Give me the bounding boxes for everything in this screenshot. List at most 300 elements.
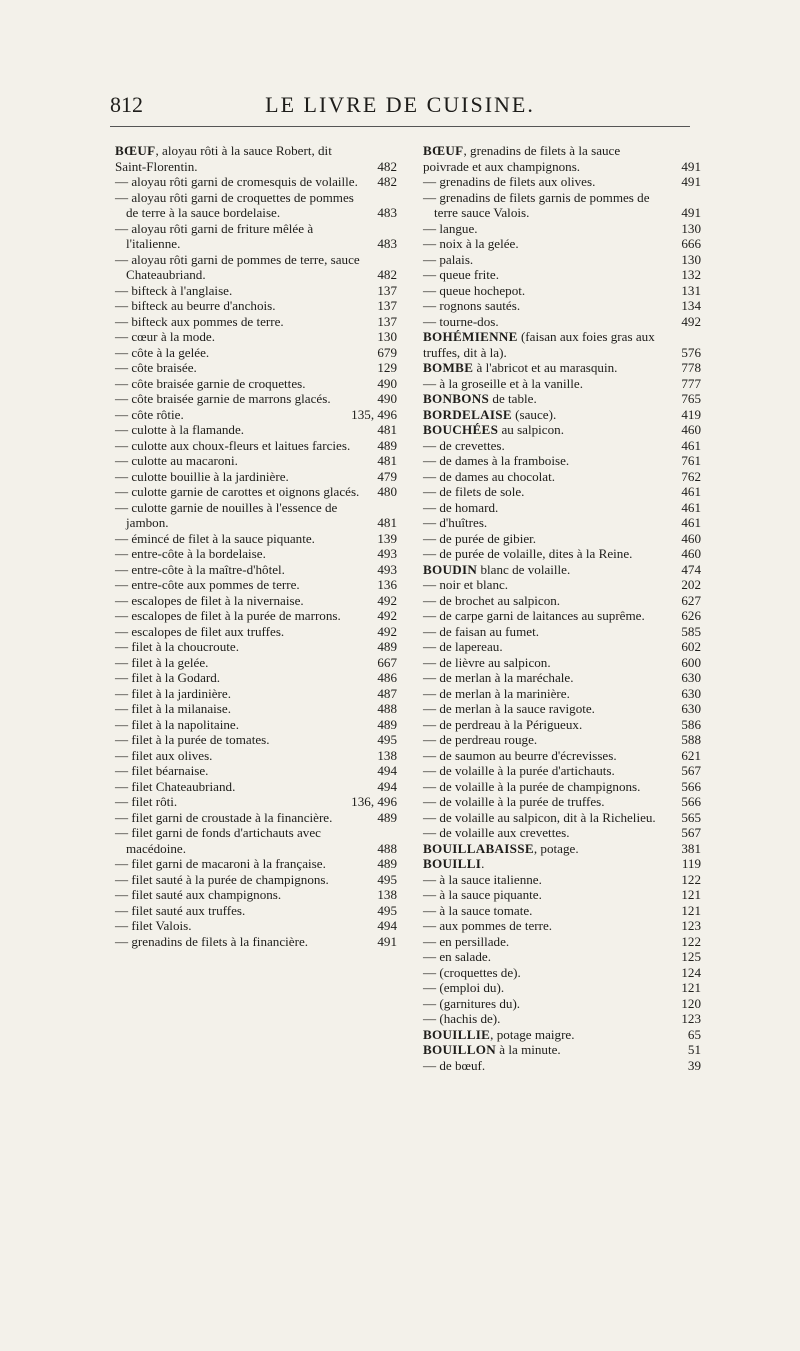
entry-text <box>423 484 675 500</box>
entry-description: — côte braisée. <box>115 360 197 375</box>
index-entry <box>423 841 701 857</box>
index-entry <box>423 608 701 624</box>
entry-text <box>115 469 371 485</box>
entry-keyword: BONBONS <box>423 391 490 406</box>
entry-page-number: 585 <box>681 623 701 639</box>
index-entry <box>423 934 701 950</box>
entry-description: — de merlan à la maréchale. <box>423 670 574 685</box>
entry-description: — de homard. <box>423 499 499 515</box>
entry-page-number: 565 <box>681 809 701 825</box>
entry-text <box>115 531 371 547</box>
index-entry <box>115 918 397 934</box>
entry-page-number: 489 <box>377 639 397 654</box>
entry-text <box>115 794 351 810</box>
entry-description: — en salade. <box>423 949 491 964</box>
entry-page-number: 667 <box>377 654 397 670</box>
entry-description: de table. <box>489 391 537 406</box>
entry-description: — filet à la gelée. <box>115 654 209 670</box>
index-entry <box>115 376 397 392</box>
entry-text <box>115 608 371 624</box>
index-entry <box>423 1058 701 1074</box>
entry-page-number: 602 <box>681 639 701 654</box>
entry-text <box>423 221 675 237</box>
entry-page-number: 488 <box>377 840 397 856</box>
entry-description: — culotte aux choux-fleurs et laitues farcies. <box>115 437 351 453</box>
entry-page-number: 130 <box>681 251 701 267</box>
entry-keyword: BOHÉMIENNE <box>423 329 518 344</box>
entry-page-number: 778 <box>681 360 701 375</box>
entry-text <box>423 624 675 640</box>
entry-page-number: 138 <box>377 887 397 902</box>
entry-page-number: 489 <box>377 437 397 453</box>
entry-text <box>423 918 675 934</box>
entry-page-number: 124 <box>681 964 701 980</box>
entry-text <box>115 887 371 903</box>
entry-keyword: BOUILLIE <box>423 1026 491 1042</box>
entry-description: — de dames au chocolat. <box>423 468 555 484</box>
index-entry <box>423 252 701 268</box>
entry-page-number: 131 <box>681 282 701 298</box>
entry-text <box>423 1042 675 1058</box>
entry-page-number: 460 <box>681 530 701 546</box>
index-entry <box>115 810 397 826</box>
index-entry <box>115 624 397 640</box>
index-entry <box>115 608 397 624</box>
entry-text <box>423 996 675 1012</box>
index-entry <box>423 329 701 360</box>
index-entry <box>423 717 701 733</box>
entry-text <box>115 918 371 934</box>
entry-description: — de volaille à la purée d'artichauts. <box>423 763 615 778</box>
entry-text <box>115 391 371 407</box>
entry-page-number: 419 <box>681 406 701 422</box>
entry-text <box>115 298 371 314</box>
entry-text <box>423 252 675 268</box>
index-entry <box>423 515 701 531</box>
index-entry <box>115 190 397 221</box>
entry-keyword: BOUILLON <box>423 1042 496 1057</box>
entry-description: — queue hochepot. <box>423 282 526 298</box>
index-entry <box>423 763 701 779</box>
entry-description: — filet à la purée de tomates. <box>115 732 270 747</box>
entry-text <box>115 670 371 686</box>
running-title: LE LIVRE DE CUISINE. <box>265 92 535 117</box>
entry-page-number: 494 <box>377 918 397 933</box>
entry-description: — rognons sautés. <box>423 298 521 313</box>
index-entry <box>115 174 397 190</box>
entry-page-number: 460 <box>681 546 701 561</box>
index-entry <box>423 686 701 702</box>
index-entry <box>423 221 701 237</box>
entry-text <box>115 484 371 500</box>
index-entry <box>115 143 397 174</box>
index-entry <box>115 763 397 779</box>
index-entry <box>115 360 397 376</box>
entry-description: — de dames à la framboise. <box>423 453 570 468</box>
index-entry <box>115 453 397 469</box>
entry-description: — côte braisée garnie de croquettes. <box>115 375 306 391</box>
entry-text <box>423 329 675 360</box>
entry-text <box>115 422 371 438</box>
entry-text <box>423 856 675 872</box>
entry-description: (faisan aux foies gras aux truffes, dit à la). <box>423 329 655 360</box>
page-number: 812 <box>110 92 143 117</box>
entry-keyword: BOUCHÉES <box>423 422 499 437</box>
index-entry <box>115 639 397 655</box>
entry-keyword: BŒUF <box>423 143 464 158</box>
entry-keyword: BOMBE <box>423 360 474 375</box>
entry-text <box>423 267 675 283</box>
entry-keyword: BORDELAISE <box>423 406 512 422</box>
entry-description: — filet garni de macaroni à la française. <box>115 856 326 871</box>
index-entry <box>115 546 397 562</box>
entry-text <box>115 360 371 376</box>
entry-page-number: 492 <box>377 623 397 639</box>
index-entry <box>115 438 397 454</box>
index-entry <box>115 779 397 795</box>
entry-text <box>423 283 675 299</box>
entry-description: — en persillade. <box>423 933 510 949</box>
entry-description: . <box>481 856 485 871</box>
entry-description: — de carpe garni de laitances au suprême. <box>423 608 645 623</box>
entry-page-number: 125 <box>681 949 701 964</box>
index-entry <box>115 872 397 888</box>
entry-description: — de merlan à la sauce ravigote. <box>423 701 595 716</box>
entry-page-number: 122 <box>681 933 701 949</box>
index-entry <box>115 221 397 252</box>
index-entry <box>423 360 701 376</box>
entry-text <box>115 748 371 764</box>
entry-text <box>423 531 675 547</box>
entry-description: — de merlan à la marinière. <box>423 685 570 701</box>
index-entry <box>423 236 701 252</box>
entry-page-number: 136, 496 <box>351 794 397 809</box>
entry-description: — noix à la gelée. <box>423 236 519 251</box>
entry-description: — escalopes de filet aux truffes. <box>115 623 285 639</box>
index-entry <box>115 314 397 330</box>
entry-text <box>423 949 675 965</box>
index-entry <box>115 283 397 299</box>
index-entry <box>423 407 701 423</box>
index-entry <box>423 732 701 748</box>
entry-page-number: 134 <box>681 298 701 313</box>
entry-text <box>423 593 675 609</box>
entry-page-number: 566 <box>681 778 701 794</box>
index-entry <box>423 562 701 578</box>
entry-description: — de lièvre au salpicon. <box>423 654 551 670</box>
entry-text <box>423 686 675 702</box>
index-entry <box>423 965 701 981</box>
entry-text <box>115 825 371 856</box>
entry-description: à l'abricot et au marasquin. <box>473 360 618 375</box>
entry-page-number: 495 <box>377 732 397 747</box>
entry-keyword: BOUDIN <box>423 561 478 577</box>
entry-keyword: BOUILLI <box>423 856 482 871</box>
index-entry <box>423 469 701 485</box>
entry-page-number: 132 <box>681 267 701 282</box>
entry-text <box>423 376 675 392</box>
entry-description: — filet garni de croustade à la financière. <box>115 809 333 825</box>
entry-page-number: 679 <box>377 344 397 360</box>
index-entry <box>423 283 701 299</box>
entry-text <box>423 546 675 562</box>
index-entry <box>423 872 701 888</box>
index-entry <box>423 779 701 795</box>
entry-description: — à la sauce tomate. <box>423 902 533 918</box>
index-entry <box>115 484 397 500</box>
entry-text <box>115 174 371 190</box>
entry-description: — langue. <box>423 220 478 236</box>
index-entry <box>423 376 701 392</box>
index-entry <box>423 794 701 810</box>
entry-page-number: 51 <box>687 1042 701 1057</box>
entry-description: — (croquettes de). <box>423 964 521 980</box>
entry-page-number: 630 <box>681 701 701 716</box>
entry-page-number: 494 <box>377 763 397 778</box>
entry-description: — culotte garnie de nouilles à l'essence de jambon. <box>115 499 338 530</box>
entry-description: — filet aux olives. <box>115 747 213 763</box>
entry-text <box>423 236 675 252</box>
entry-description: — culotte bouillie à la jardinière. <box>115 468 289 484</box>
entry-text <box>115 252 371 283</box>
entry-text <box>423 608 675 624</box>
entry-page-number: 461 <box>681 437 701 453</box>
entry-description: — filet Chateaubriand. <box>115 778 236 794</box>
index-entry <box>115 887 397 903</box>
index-entry <box>115 748 397 764</box>
entry-text <box>115 763 371 779</box>
entry-text <box>423 143 675 174</box>
entry-keyword: BŒUF <box>115 143 156 158</box>
entry-text <box>115 500 371 531</box>
entry-text <box>423 391 675 407</box>
entry-description: , potage maigre. <box>490 1026 575 1042</box>
entry-page-number: 119 <box>681 856 701 871</box>
entry-text <box>423 500 675 516</box>
entry-keyword: BOUILLABAISSE <box>423 840 534 856</box>
index-entry <box>423 903 701 919</box>
entry-description: — filet béarnaise. <box>115 763 209 778</box>
entry-description: au salpicon. <box>498 422 564 437</box>
entry-text <box>423 639 675 655</box>
index-entry <box>423 267 701 283</box>
entry-text <box>115 314 371 330</box>
entry-description: — à la sauce italienne. <box>423 871 542 887</box>
entry-page-number: 491 <box>681 205 701 220</box>
entry-page-number: 381 <box>681 840 701 856</box>
entry-description: blanc de volaille. <box>477 561 571 577</box>
entry-page-number: 137 <box>377 282 397 298</box>
index-entry <box>423 190 701 221</box>
entry-page-number: 489 <box>377 716 397 732</box>
entry-page-number: 474 <box>681 561 701 577</box>
entry-description: — escalopes de filet à la purée de marrons. <box>115 608 341 623</box>
entry-page-number: 627 <box>681 592 701 608</box>
index-entry <box>423 593 701 609</box>
entry-description: — de saumon au beurre d'écrevisses. <box>423 747 617 763</box>
entry-description: (sauce). <box>511 406 557 422</box>
entry-description: — bifteck à l'anglaise. <box>115 282 233 298</box>
entry-text <box>115 407 351 423</box>
entry-text <box>423 453 675 469</box>
entry-page-number: 138 <box>377 747 397 763</box>
entry-text <box>423 360 675 376</box>
entry-page-number: 123 <box>681 1011 701 1026</box>
entry-description: — de crevettes. <box>423 437 505 453</box>
entry-page-number: 65 <box>687 1026 701 1042</box>
entry-text <box>423 748 675 764</box>
entry-text <box>423 763 675 779</box>
entry-page-number: 491 <box>681 174 701 189</box>
entry-description: — de volaille au salpicon, dit à la Richelieu. <box>423 809 656 825</box>
entry-description: — aloyau rôti garni de friture mêlée à l'italienne. <box>115 220 314 251</box>
index-entry <box>423 918 701 934</box>
entry-description: — culotte à la flamande. <box>115 422 245 437</box>
entry-page-number: 626 <box>681 608 701 623</box>
entry-page-number: 482 <box>377 158 397 174</box>
entry-text <box>423 670 675 686</box>
entry-page-number: 129 <box>377 360 397 375</box>
entry-description: — de volaille à la purée de champignons. <box>423 778 641 794</box>
entry-description: — (emploi du). <box>423 980 505 995</box>
index-entry <box>423 655 701 671</box>
entry-description: — de volaille à la purée de truffes. <box>423 794 605 809</box>
entry-text <box>115 345 371 361</box>
entry-description: — à la sauce piquante. <box>423 887 542 902</box>
entry-text <box>115 577 371 593</box>
entry-page-number: 137 <box>377 313 397 329</box>
entry-text <box>423 794 675 810</box>
index-entry <box>423 748 701 764</box>
entry-text <box>423 717 675 733</box>
index-entry <box>423 887 701 903</box>
entry-page-number: 762 <box>681 468 701 484</box>
entry-description: — côte rôtie. <box>115 406 184 422</box>
entry-page-number: 122 <box>681 871 701 887</box>
entry-page-number: 130 <box>377 329 397 344</box>
entry-description: — filet sauté aux truffes. <box>115 902 246 918</box>
index-entry <box>423 500 701 516</box>
entry-text <box>423 438 675 454</box>
index-entry <box>115 391 397 407</box>
index-column-right <box>423 143 701 1073</box>
entry-page-number: 490 <box>377 391 397 406</box>
index-entry <box>423 438 701 454</box>
entry-description: — grenadins de filets aux olives. <box>423 174 596 189</box>
entry-page-number: 765 <box>681 391 701 406</box>
entry-page-number: 666 <box>681 236 701 251</box>
entry-text <box>423 841 675 857</box>
entry-description: — (garnitures du). <box>423 995 521 1011</box>
index-entry <box>115 717 397 733</box>
entry-description: à la minute. <box>495 1042 561 1057</box>
entry-text <box>115 903 371 919</box>
entry-text <box>115 810 371 826</box>
entry-page-number: 600 <box>681 654 701 670</box>
entry-description: — de faisan au fumet. <box>423 623 539 639</box>
entry-page-number: 490 <box>377 375 397 391</box>
entry-description: — de purée de gibier. <box>423 530 537 546</box>
entry-text <box>115 593 371 609</box>
entry-description: — de perdreau à la Périgueux. <box>423 716 583 732</box>
entry-page-number: 120 <box>681 995 701 1011</box>
entry-text <box>423 980 675 996</box>
index-entry <box>423 825 701 841</box>
entry-description: — (hachis de). <box>423 1011 501 1026</box>
index-entry <box>115 732 397 748</box>
entry-text <box>115 143 371 174</box>
entry-page-number: 479 <box>377 468 397 484</box>
entry-page-number: 130 <box>681 220 701 236</box>
index-entry <box>115 934 397 950</box>
entry-page-number: 461 <box>681 484 701 499</box>
index-entry <box>115 856 397 872</box>
index-entry <box>423 639 701 655</box>
entry-text <box>115 438 371 454</box>
entry-description: — aloyau rôti garni de croquettes de pommes de terre à la sauce bordelaise. <box>115 189 354 220</box>
entry-text <box>115 329 371 345</box>
entry-description: — filet à la jardinière. <box>115 685 231 701</box>
entry-text <box>423 577 675 593</box>
entry-description: — émincé de filet à la sauce piquante. <box>115 530 315 546</box>
index-entry <box>115 686 397 702</box>
entry-description: — aloyau rôti garni de cromesquis de volaille. <box>115 174 358 189</box>
entry-description: — entre-côte à la maître-d'hôtel. <box>115 561 285 577</box>
entry-description: — d'huîtres. <box>423 515 488 530</box>
entry-description: , potage. <box>533 840 579 856</box>
entry-text <box>115 283 371 299</box>
index-entry <box>423 1042 701 1058</box>
entry-page-number: 486 <box>377 670 397 685</box>
entry-text <box>423 655 675 671</box>
index-entry <box>115 531 397 547</box>
index-entry <box>423 453 701 469</box>
index-entry <box>115 252 397 283</box>
entry-page-number: 121 <box>681 902 701 918</box>
entry-page-number: 121 <box>681 887 701 902</box>
entry-page-number: 481 <box>377 453 397 468</box>
entry-text <box>115 934 371 950</box>
entry-text <box>423 1058 675 1074</box>
entry-text <box>423 825 675 841</box>
entry-page-number: 461 <box>681 499 701 515</box>
entry-page-number: 489 <box>377 809 397 825</box>
entry-page-number: 137 <box>377 298 397 313</box>
index-entry <box>423 949 701 965</box>
entry-page-number: 567 <box>681 825 701 840</box>
entry-description: — queue frite. <box>423 267 499 282</box>
entry-page-number: 481 <box>377 515 397 530</box>
entry-description: — filet à la Godard. <box>115 670 221 685</box>
entry-page-number: 489 <box>377 856 397 871</box>
entry-text <box>115 655 371 671</box>
index-entry <box>423 298 701 314</box>
index-column-left <box>115 143 397 949</box>
entry-description: — de perdreau rouge. <box>423 732 538 747</box>
entry-page-number: 493 <box>377 561 397 577</box>
entry-page-number: 567 <box>681 763 701 778</box>
entry-description: — filet Valois. <box>115 918 192 933</box>
entry-page-number: 491 <box>377 933 397 949</box>
index-entry <box>115 794 397 810</box>
entry-text <box>423 1027 675 1043</box>
index-entry <box>423 980 701 996</box>
index-entry <box>423 624 701 640</box>
entry-text <box>423 469 675 485</box>
entry-description: — de bœuf. <box>423 1057 486 1073</box>
entry-description: — filet garni de fonds d'artichauts avec macédoine. <box>115 825 321 856</box>
entry-page-number: 630 <box>681 685 701 701</box>
